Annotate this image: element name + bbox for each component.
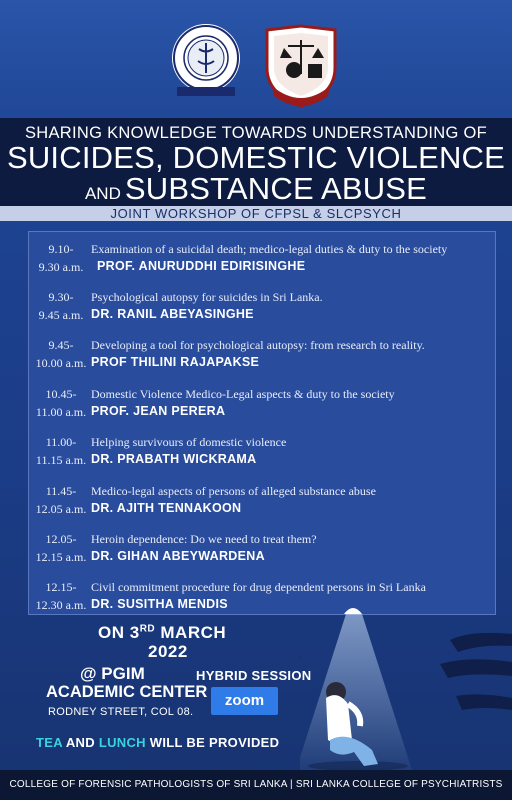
date-suffix: RD bbox=[139, 623, 156, 635]
and-text: AND bbox=[65, 735, 95, 750]
time-start: 9.45- bbox=[48, 338, 74, 352]
session-type: HYBRID SESSION bbox=[196, 668, 312, 683]
time-end: 12.15 a.m. bbox=[35, 550, 87, 564]
topic: Domestic Violence Medico-Legal aspects & duty to the society bbox=[91, 387, 395, 401]
time-start: 11.45- bbox=[45, 484, 77, 498]
topic: Helping survivours of domestic violence bbox=[91, 435, 287, 449]
topic: Medico-legal aspects of persons of alleged substance abuse bbox=[91, 484, 376, 498]
time-end: 11.00 a.m. bbox=[35, 405, 87, 419]
footer-text: COLLEGE OF FORENSIC PATHOLOGISTS OF SRI LANKA | SRI LANKA COLLEGE OF PSYCHIATRISTS bbox=[9, 779, 503, 790]
psychiatrists-seal-icon bbox=[167, 21, 245, 99]
time-start: 9.10- bbox=[48, 242, 74, 256]
speaker: DR. AJITH TENNAKOON bbox=[91, 501, 242, 515]
speaker: PROF. JEAN PERERA bbox=[91, 404, 226, 418]
time-start: 11.00- bbox=[45, 435, 77, 449]
time-end: 10.00 a.m. bbox=[35, 356, 87, 370]
time-end: 12.05 a.m. bbox=[35, 502, 87, 516]
topic: Heroin dependence: Do we need to treat them? bbox=[91, 532, 317, 546]
refreshments-note bbox=[36, 735, 279, 750]
time-start: 12.05- bbox=[45, 532, 77, 546]
schedule-item bbox=[29, 338, 495, 374]
time-start: 10.45- bbox=[45, 387, 77, 401]
lunch-text: LUNCH bbox=[98, 735, 146, 750]
forensic-pathologists-crest-icon bbox=[262, 24, 340, 108]
speaker: PROF. ANURUDDHI EDIRISINGHE bbox=[97, 259, 306, 273]
sad-woman-lamp-illustration-icon bbox=[300, 600, 512, 770]
logo-row bbox=[0, 18, 512, 108]
speaker: DR. SUSITHA MENDIS bbox=[91, 597, 228, 611]
event-year: 2022 bbox=[148, 642, 188, 661]
speaker: DR. RANIL ABEYASINGHE bbox=[91, 307, 254, 321]
time-end: 9.45 a.m. bbox=[38, 308, 84, 322]
date-prefix: ON 3 bbox=[98, 623, 140, 642]
time-end: 11.15 a.m. bbox=[35, 453, 87, 467]
topic: Developing a tool for psychological autopsy: from research to reality. bbox=[91, 338, 425, 352]
speaker: DR. PRABATH WICKRAMA bbox=[91, 452, 257, 466]
zoom-logo: zoom bbox=[211, 687, 278, 715]
provided-text: WILL BE PROVIDED bbox=[149, 735, 280, 750]
time-end: 12.30 a.m. bbox=[35, 598, 87, 612]
schedule-item bbox=[29, 435, 495, 471]
schedule-item bbox=[29, 290, 495, 326]
venue-line2: ACADEMIC CENTER bbox=[46, 683, 208, 701]
venue-line1: @ PGIM bbox=[80, 664, 145, 683]
topic: Psychological autopsy for suicides in Sri Lanka. bbox=[91, 290, 323, 304]
topic: Examination of a suicidal death; medico-legal duties & duty to the society bbox=[91, 242, 448, 256]
schedule-item bbox=[29, 242, 495, 278]
speaker: PROF THILINI RAJAPAKSE bbox=[91, 355, 260, 369]
topic: Civil commitment procedure for drug dependent persons in Sri Lanka bbox=[91, 580, 426, 594]
header-substance-abuse: SUBSTANCE ABUSE bbox=[124, 171, 428, 206]
speaker: DR. GIHAN ABEYWARDENA bbox=[91, 549, 265, 563]
time-end: 9.30 a.m. bbox=[38, 260, 84, 274]
schedule-item bbox=[29, 484, 495, 520]
tea-text: TEA bbox=[36, 735, 63, 750]
subtitle: JOINT WORKSHOP OF CFPSL & SLCPSYCH bbox=[110, 206, 402, 221]
event-date bbox=[98, 623, 226, 643]
header-line2: SUICIDES, DOMESTIC VIOLENCE bbox=[6, 140, 506, 175]
header-line1: SHARING KNOWLEDGE TOWARDS UNDERSTANDING OF bbox=[24, 124, 488, 142]
date-month: MARCH bbox=[160, 623, 227, 642]
schedule-item bbox=[29, 387, 495, 423]
time-start: 12.15- bbox=[45, 580, 77, 594]
header-and: AND bbox=[84, 184, 121, 203]
time-start: 9.30- bbox=[48, 290, 74, 304]
venue-address: RODNEY STREET, COL 08. bbox=[48, 706, 194, 718]
schedule-item bbox=[29, 532, 495, 568]
schedule-panel bbox=[28, 231, 496, 615]
